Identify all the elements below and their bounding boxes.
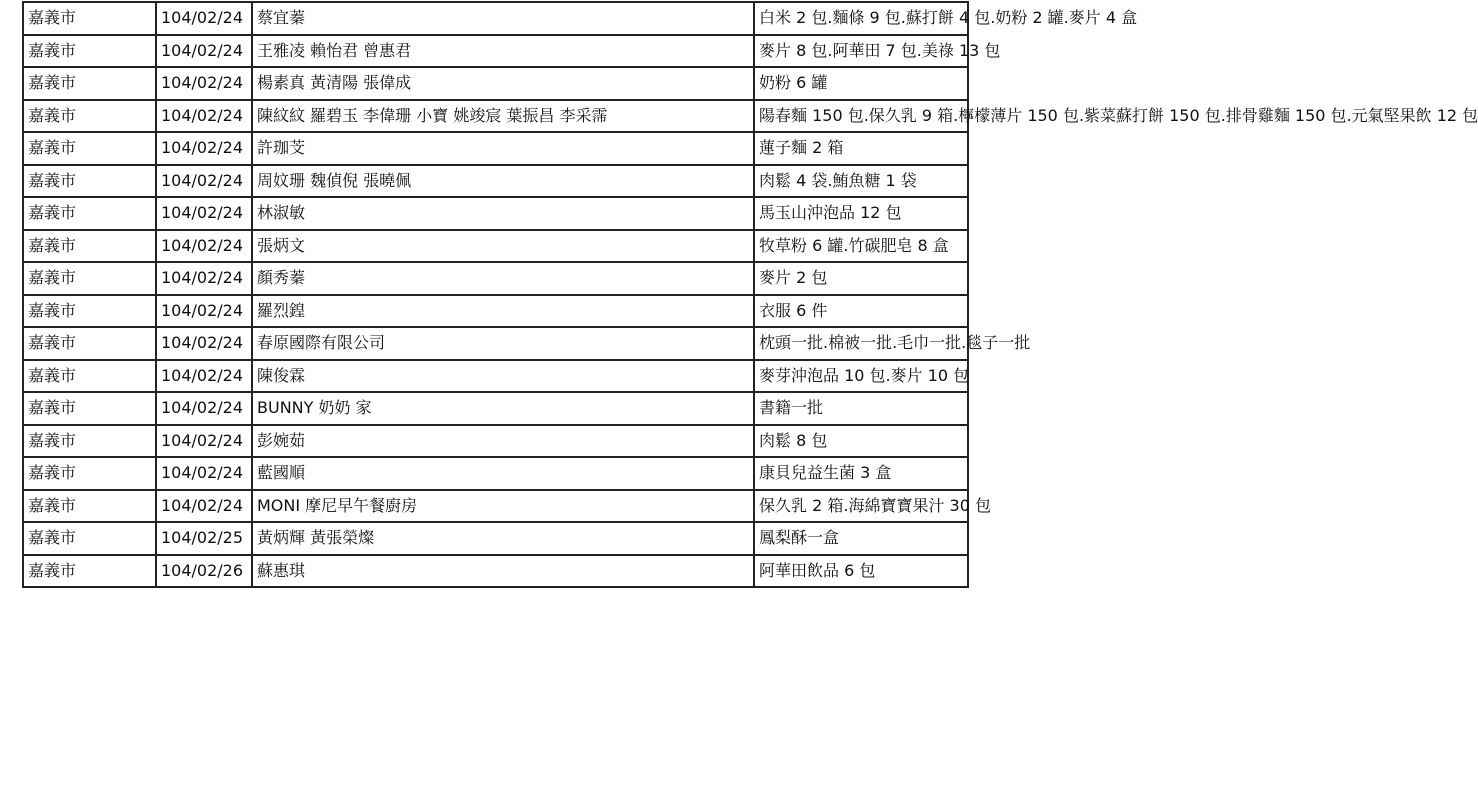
date-cell: 104/02/24 bbox=[156, 230, 252, 263]
date-cell: 104/02/24 bbox=[156, 165, 252, 198]
date-cell: 104/02/24 bbox=[156, 295, 252, 328]
city-cell: 嘉義市 bbox=[23, 425, 156, 458]
table-row bbox=[23, 132, 968, 165]
items-cell: 麥片 8 包.阿華田 7 包.美祿 13 包 bbox=[754, 35, 968, 68]
table-row bbox=[23, 360, 968, 393]
items-cell: 書籍一批 bbox=[754, 392, 968, 425]
donor-cell: 蔡宜蓁 bbox=[252, 2, 754, 35]
city-cell: 嘉義市 bbox=[23, 2, 156, 35]
items-cell: 阿華田飲品 6 包 bbox=[754, 555, 968, 588]
date-cell: 104/02/26 bbox=[156, 555, 252, 588]
donation-table-body bbox=[23, 2, 1478, 587]
donor-cell: 陳俊霖 bbox=[252, 360, 754, 393]
donor-cell: 春原國際有限公司 bbox=[252, 327, 754, 360]
city-cell: 嘉義市 bbox=[23, 197, 156, 230]
city-cell: 嘉義市 bbox=[23, 35, 156, 68]
table-row bbox=[23, 230, 968, 263]
city-cell: 嘉義市 bbox=[23, 490, 156, 523]
items-cell: 肉鬆 4 袋.鮪魚糖 1 袋 bbox=[754, 165, 968, 198]
date-cell: 104/02/24 bbox=[156, 2, 252, 35]
date-cell: 104/02/24 bbox=[156, 425, 252, 458]
city-cell: 嘉義市 bbox=[23, 67, 156, 100]
table-row bbox=[23, 327, 968, 360]
items-cell: 白米 2 包.麵條 9 包.蘇打餅 4 包.奶粉 2 罐.麥片 4 盒 bbox=[754, 2, 968, 35]
donor-cell: 周妏珊 魏偵倪 張曉佩 bbox=[252, 165, 754, 198]
city-cell: 嘉義市 bbox=[23, 327, 156, 360]
donor-cell: BUNNY 奶奶 家 bbox=[252, 392, 754, 425]
donor-cell: 許珈芠 bbox=[252, 132, 754, 165]
items-cell: 保久乳 2 箱.海綿寶寶果汁 30 包 bbox=[754, 490, 968, 523]
date-cell: 104/02/24 bbox=[156, 197, 252, 230]
date-cell: 104/02/24 bbox=[156, 327, 252, 360]
items-cell: 麥片 2 包 bbox=[754, 262, 968, 295]
items-cell: 麥芽沖泡品 10 包.麥片 10 包 bbox=[754, 360, 968, 393]
city-cell: 嘉義市 bbox=[23, 100, 156, 133]
table-row bbox=[23, 555, 968, 588]
donor-cell: 楊素真 黃清陽 張偉成 bbox=[252, 67, 754, 100]
donor-cell: 林淑敏 bbox=[252, 197, 754, 230]
table-row bbox=[23, 165, 968, 198]
table-row bbox=[23, 100, 968, 133]
donation-table bbox=[22, 1, 1478, 588]
table-row bbox=[23, 2, 968, 35]
city-cell: 嘉義市 bbox=[23, 165, 156, 198]
city-cell: 嘉義市 bbox=[23, 457, 156, 490]
table-row bbox=[23, 425, 968, 458]
items-cell: 衣服 6 件 bbox=[754, 295, 968, 328]
date-cell: 104/02/24 bbox=[156, 262, 252, 295]
date-cell: 104/02/24 bbox=[156, 132, 252, 165]
table-row bbox=[23, 67, 968, 100]
city-cell: 嘉義市 bbox=[23, 262, 156, 295]
items-cell: 肉鬆 8 包 bbox=[754, 425, 968, 458]
date-cell: 104/02/25 bbox=[156, 522, 252, 555]
items-cell: 奶粉 6 罐 bbox=[754, 67, 968, 100]
table-row bbox=[23, 262, 968, 295]
donor-cell: 蘇惠琪 bbox=[252, 555, 754, 588]
date-cell: 104/02/24 bbox=[156, 392, 252, 425]
donor-cell: MONI 摩尼早午餐廚房 bbox=[252, 490, 754, 523]
date-cell: 104/02/24 bbox=[156, 360, 252, 393]
table-row bbox=[23, 35, 968, 68]
city-cell: 嘉義市 bbox=[23, 522, 156, 555]
city-cell: 嘉義市 bbox=[23, 555, 156, 588]
donor-cell: 黃炳輝 黃張榮燦 bbox=[252, 522, 754, 555]
items-cell: 枕頭一批.棉被一批.毛巾一批.毯子一批 bbox=[754, 327, 968, 360]
donor-cell: 羅烈鍠 bbox=[252, 295, 754, 328]
city-cell: 嘉義市 bbox=[23, 295, 156, 328]
donor-cell: 顏秀蓁 bbox=[252, 262, 754, 295]
date-cell: 104/02/24 bbox=[156, 490, 252, 523]
city-cell: 嘉義市 bbox=[23, 392, 156, 425]
table-row bbox=[23, 457, 968, 490]
city-cell: 嘉義市 bbox=[23, 230, 156, 263]
donor-cell: 彭婉茹 bbox=[252, 425, 754, 458]
city-cell: 嘉義市 bbox=[23, 360, 156, 393]
items-cell: 馬玉山沖泡品 12 包 bbox=[754, 197, 968, 230]
city-cell: 嘉義市 bbox=[23, 132, 156, 165]
date-cell: 104/02/24 bbox=[156, 457, 252, 490]
donor-cell: 藍國順 bbox=[252, 457, 754, 490]
donor-cell: 張炳文 bbox=[252, 230, 754, 263]
donor-cell: 王雅凌 賴怡君 曾惠君 bbox=[252, 35, 754, 68]
items-cell: 牧草粉 6 罐.竹碳肥皂 8 盒 bbox=[754, 230, 968, 263]
table-row bbox=[23, 295, 968, 328]
items-cell: 康貝兒益生菌 3 盒 bbox=[754, 457, 968, 490]
table-row bbox=[23, 522, 968, 555]
items-cell: 蓮子麵 2 箱 bbox=[754, 132, 968, 165]
items-cell: 鳳梨酥一盒 bbox=[754, 522, 968, 555]
donor-cell: 陳紋紋 羅碧玉 李偉珊 小寶 姚竣宸 葉振昌 李采霈 bbox=[252, 100, 754, 133]
table-row bbox=[23, 197, 968, 230]
items-cell: 陽春麵 150 包.保久乳 9 箱.檸檬薄片 150 包.紫菜蘇打餅 150 包.排骨雞麵 150 包.元氣堅果飲 12 包 bbox=[754, 100, 968, 133]
date-cell: 104/02/24 bbox=[156, 100, 252, 133]
date-cell: 104/02/24 bbox=[156, 35, 252, 68]
table-row bbox=[23, 392, 968, 425]
date-cell: 104/02/24 bbox=[156, 67, 252, 100]
table-row bbox=[23, 490, 968, 523]
